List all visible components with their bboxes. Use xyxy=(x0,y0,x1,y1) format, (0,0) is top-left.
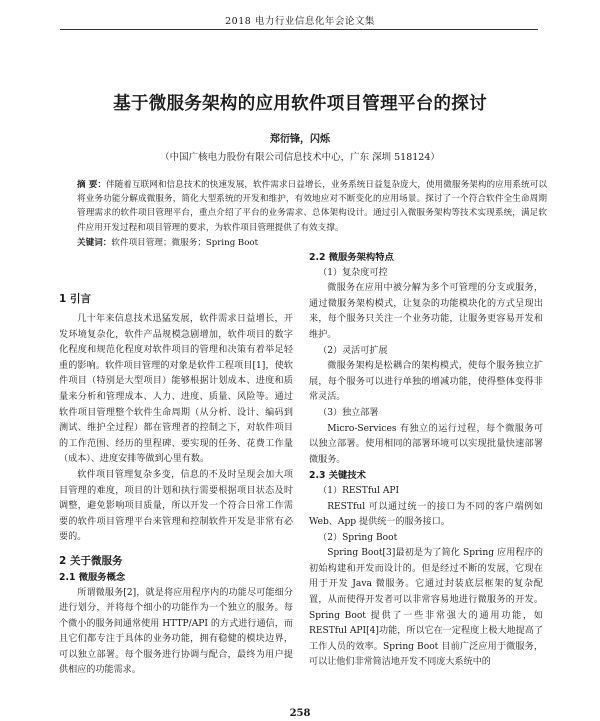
item-2-text: 微服务架构是松耦合的架构模式，使每个服务独立扩展，每个服务可以进行单独的增减功能，使得整体变得非常灵活。 xyxy=(309,361,543,403)
page-number: 258 xyxy=(289,708,311,719)
item-3-title: （3）独立部署 xyxy=(318,407,379,418)
keywords-label: 关键词： xyxy=(77,238,112,248)
tech-2-text: Spring Boot[3]最初是为了简化 Spring 应用程序的初始构建和开发而设计的。但是经过不断的发展，它现在用于开发 Java 微服务。它通过封装底层框架的复杂配置，从而使得开发者可以非常容易地进行微服务的开发。Spring Boot 提供了一些非常强大的通用功能，如 RESTful API[4]功能，所以它在一定程度上极大地提高了工作人员的效率。Spring Boot 目前广泛应用于微服务，可以让他们非常简洁地开发不同庞大系统中的 xyxy=(309,548,543,668)
abstract xyxy=(77,178,547,235)
affiliation: （中国广核电力股份有限公司信息技术中心，广东 深圳 518124） xyxy=(160,152,440,163)
section-1-paragraph-1: 几十年来信息技术迅猛发展，软件需求日益增长，开发环境复杂化，软件产品规模急剧增加，软件项目的数字化程度和规范化程度对软件项目的管理和决策有着举足轻重的影响。软件项目管理的对象是软件工程项目[1]，使软件项目（特别是大型项目）能够根据计划成本、进度和质量来分析和管理成本、人力、进度、质量、风险等。通过软件项目管理整个软件生命周期（从分析、设计、编码到测试、维护全过程）都在管理者的控制之下，对软件项目的工作范围、经历的里程碑、要实现的任务、花费工作量（成本）、进度安排等做到心里有数。 xyxy=(59,314,293,465)
keywords xyxy=(77,236,547,250)
section-2-1-paragraph: 所谓微服务[2]，就是将应用程序内的功能尽可能细分进行划分，并将每个细小的功能作为一个独立的服务。每个微小的服务间通常使用 HTTP/API 的方式进行通信，而且它们都专注于具体的业务功能，拥有稳健的模块边界，可以独立部署。每个服务进行协调与配合，最终为用户提供相应的功能需求。 xyxy=(59,587,293,676)
abstract-text: 伴随着互联网和信息技术的快速发展，软件需求日益增长，业务系统日益复杂庞大，使用微服务架构的应用系统可以将业务功能分解成微服务，简化大型系统的开发和维护，有效地应对不断变化的应用场景。探讨了一个符合软件全生命周期管理需求的软件项目管理平台，重点介绍了平台的业务需求、总体架构设计。通过引入微服务架构等技术实现系统，满足软件应用开发过程和项目管理的要求，为软件项目管理提供了有效支撑。 xyxy=(77,180,547,233)
section-2-3-heading: 2.3 关键技术 xyxy=(309,470,366,482)
item-2-title: （2）灵活可扩展 xyxy=(318,345,388,356)
authors: 郑衍锋，闪烁 xyxy=(270,134,330,145)
keywords-text: 软件项目管理；微服务；Spring Boot xyxy=(111,238,259,248)
section-2-1-heading: 2.1 微服务概念 xyxy=(59,571,126,583)
section-2-2-heading: 2.2 微服务架构特点 xyxy=(309,252,394,263)
abstract-label: 摘 要： xyxy=(77,180,106,190)
item-1-text: 微服务在应用中被分解为多个可管理的分支或服务，通过微服务架构模式，让复杂的功能模块化的方式呈现出来，每个服务只关注一个业务功能，让服务更容易开发和维护。 xyxy=(309,283,543,340)
right-column xyxy=(309,250,543,671)
section-2-heading: 2 关于微服务 xyxy=(59,554,123,567)
running-header: 2018 电力行业信息化年会论文集 xyxy=(225,16,375,27)
tech-1-title: （1）RESTful API xyxy=(318,485,400,496)
paper-title: 基于微服务架构的应用软件项目管理平台的探讨 xyxy=(113,94,487,114)
section-1-heading: 1 引言 xyxy=(59,293,91,305)
section-1-paragraph-2: 软件项目管理复杂多变，信息的不及时呈现会加大项目管理的难度，项目的计划和执行需要根据项目状态及时调整，避免影响项目质量，所以开发一个符合日常工作需要的软件项目管理平台来管理和控制软件开发是非常有必要的。 xyxy=(59,469,293,543)
tech-1-text: RESTful 可以通过统一的接口为不同的客户端例如 Web、App 提供统一的服务接口。 xyxy=(309,501,543,528)
tech-2-title: （2）Spring Boot xyxy=(318,532,398,543)
item-1-title: （1）复杂度可控 xyxy=(318,267,388,278)
header-divider xyxy=(60,29,538,30)
left-column xyxy=(59,250,293,679)
item-3-text: Micro-Services 有独立的运行过程，每个微服务可以独立部署。使用相同的部署环境可以实现批量快速部署微服务。 xyxy=(309,423,543,465)
